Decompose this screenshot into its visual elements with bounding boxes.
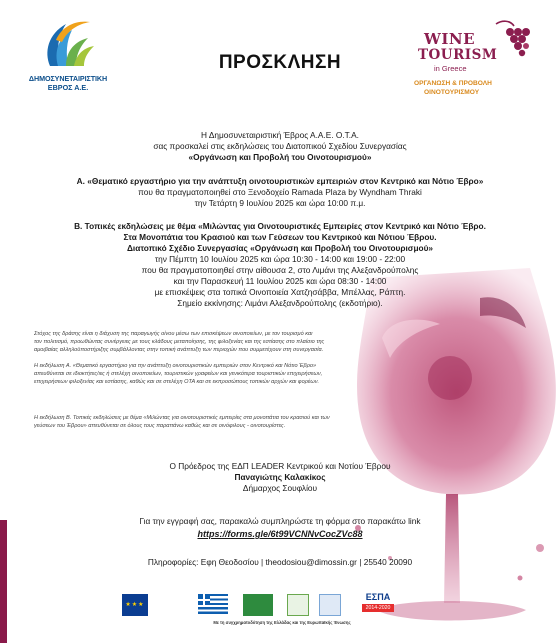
- organization-logo: [28, 16, 108, 96]
- fine-print-line: γεύσεων του Έβρου» απευθύνεται σε όλους τους παραπάνω καθώς και σε οινόφιλους - οινοτουρίστες.: [34, 423, 286, 429]
- sponsor-logos: [122, 594, 442, 624]
- wine-tourism-logo: [404, 18, 544, 113]
- funding-caption: Με τη συγχρηματοδότηση της Ελλάδας και της Ευρωπαϊκής Ένωσης: [213, 620, 351, 625]
- signature-name: Παναγιώτης Καλακίκος: [234, 472, 326, 482]
- greek-flag-icon: [198, 594, 228, 614]
- fine-print-line: τον πολιτισμό, προωθώντας συνέργειες με τους κλάδους μεταποίησης, της φιλοξενίας και της εστίασης στο πλαίσιο της: [34, 339, 325, 345]
- espa-logo-years: 2014-2020: [362, 604, 394, 612]
- organization-logo-line1: ΔΗΜΟΣΥΝΕΤΑΙΡΙΣΤΙΚΗ: [28, 74, 108, 83]
- section-b-venue: που θα πραγματοποιηθεί στην αίθουσα 2, στο Λιμάνι της Αλεξανδρούπολης: [141, 265, 419, 275]
- wine-logo-in-greece: in Greece: [434, 64, 467, 73]
- section-b-start-point: Σημείο εκκίνησης: Λιμάνι Αλεξανδρούπολης (εκδοτήριο).: [177, 298, 383, 308]
- wine-logo-wine: WINE: [424, 30, 476, 48]
- clld-logo-icon: [287, 594, 309, 616]
- fine-print-line: απευθύνεται σε ιδιοκτήτες/ιες ή στελέχη οινοποιείων, τουριστικών γραφείων και γενικότερα τουριστικών επιχειρήσεων,: [34, 371, 323, 377]
- intro-block: [40, 130, 520, 163]
- fine-print-event-b: [34, 414, 414, 430]
- section-a-venue: που θα πραγματοποιηθεί στο Ξενοδοχείο Ramada Plaza by Wyndham Thraki: [138, 187, 422, 197]
- fine-print-line: Στόχος της δράσης είναι η διάχυση της παραγωγής οίνου μέσω των επισκέψεων οινοποιείων, με τον τουρισμό και: [34, 331, 313, 337]
- fine-print-goal: [34, 330, 414, 354]
- wine-logo-subtitle-2: ΟΙΝΟΤΟΥΡΙΣΜΟΥ: [424, 89, 480, 96]
- section-b-visits: με επισκέψεις στα τοπικά Οινοποιεία Χατζησάββα, Μπέλλας, Ράπτη.: [154, 287, 406, 297]
- intro-line-1: Η Δημοσυνεταιριστική Έβρος Α.Α.Ε. Ο.Τ.Α.: [201, 130, 359, 140]
- registration-link[interactable]: https://forms.gle/6t99VCNNvCocZVc88: [197, 529, 363, 539]
- leader-logo-icon: [243, 594, 273, 616]
- section-b-date-2: και την Παρασκευή 11 Ιουλίου 2025 και ώρα 08:30 - 14:00: [173, 276, 387, 286]
- fine-print-line: επιχειρήσεων φιλοξενίας και εστίασης, καθώς και σε στελέχη ΟΤΑ και σε εκπροσώπους τοπικών αρχών και φορέων.: [34, 379, 320, 385]
- fine-print-event-a: [34, 362, 414, 386]
- wine-logo-subtitle-1: ΟΡΓΑΝΩΣΗ & ΠΡΟΒΟΛΗ: [414, 80, 492, 87]
- organization-logo-line2: ΕΒΡΟΣ Α.Ε.: [47, 83, 89, 92]
- section-a-date: την Τετάρτη 9 Ιουλίου 2025 και ώρα 10:00 π.μ.: [194, 198, 366, 208]
- fine-print-line: αμοιβαίας αλληλοϋποστήριξης συμβάλλοντας στην τοπική ανάπτυξη των περιοχών που συμμετέχουν στη συνεργασία.: [34, 347, 324, 353]
- section-b-subtitle: Στα Μονοπάτια του Κρασιού και των Γεύσεων του Κεντρικού και Νότιου Έβρου.: [123, 232, 437, 242]
- section-b: [40, 221, 520, 309]
- intro-line-2: σας προσκαλεί στις εκδηλώσεις του Διατοπικού Σχεδίου Συνεργασίας: [153, 141, 407, 151]
- section-b-project: Διατοπικό Σχέδιο Συνεργασίας «Οργάνωση και Προβολή του Οινοτουρισμού»: [126, 243, 434, 253]
- fine-print-line: Η εκδήλωση Α. «Θεματικό εργαστήριο για την ανάπτυξη οινοτουριστικών εμπειριών στον Κεντρικό και Νότιο Έβρο»: [34, 363, 317, 369]
- organization-logo-icon: [36, 16, 100, 74]
- fine-print-line: Η εκδήλωση Β. Τοπικές εκδηλώσεις με θέμα «Μιλώντας για οινοτουριστικές εμπειρίες στα μονοπάτια του κρασιού και των: [34, 415, 330, 421]
- section-b-date-1: την Πέμπτη 10 Ιουλίου 2025 και ώρα 10:30 - 14:00 και 19:00 - 22:00: [154, 254, 406, 264]
- eu-flag-icon: ★★★: [122, 594, 148, 616]
- left-accent-bar: [0, 520, 7, 643]
- wine-logo-tourism: TOURISM: [418, 47, 498, 63]
- contact-info: Πληροφορίες: Εφη Θεοδοσίου | theodosiou@dimossin.gr | 25540 20090: [147, 557, 413, 567]
- section-b-title: Β. Τοπικές εκδηλώσεις με θέμα «Μιλώντας για Οινοτουριστικές Εμπειρίες στον Κεντρικό και Νότιο Έβρο.: [74, 221, 486, 231]
- section-a: [40, 176, 520, 209]
- wine-glass-illustration: [330, 258, 560, 643]
- registration-text: Για την εγγραφή σας, παρακαλώ συμπληρώστε τη φόρμα στο παρακάτω link: [139, 516, 421, 526]
- espa-logo-title: ΕΣΠΑ: [365, 592, 391, 602]
- espa-logo: [358, 592, 398, 616]
- section-a-title: Α. «Θεματικό εργαστήριο για την ανάπτυξη οινοτουριστικών εμπειριών στον Κεντρικό και Νότιο Έβρο»: [76, 176, 484, 186]
- page-title: ΠΡΟΣΚΛΗΣΗ: [218, 52, 342, 73]
- signature-block: [70, 461, 490, 494]
- signature-title: Δήμαρχος Σουφλίου: [242, 483, 318, 493]
- signature-role: Ο Πρόεδρος της ΕΔΠ LEADER Κεντρικού και Νοτίου Έβρου: [169, 461, 391, 471]
- intro-project-title: «Οργάνωση και Προβολή του Οινοτουρισμού»: [188, 152, 372, 162]
- municipality-logo-icon: [319, 594, 341, 616]
